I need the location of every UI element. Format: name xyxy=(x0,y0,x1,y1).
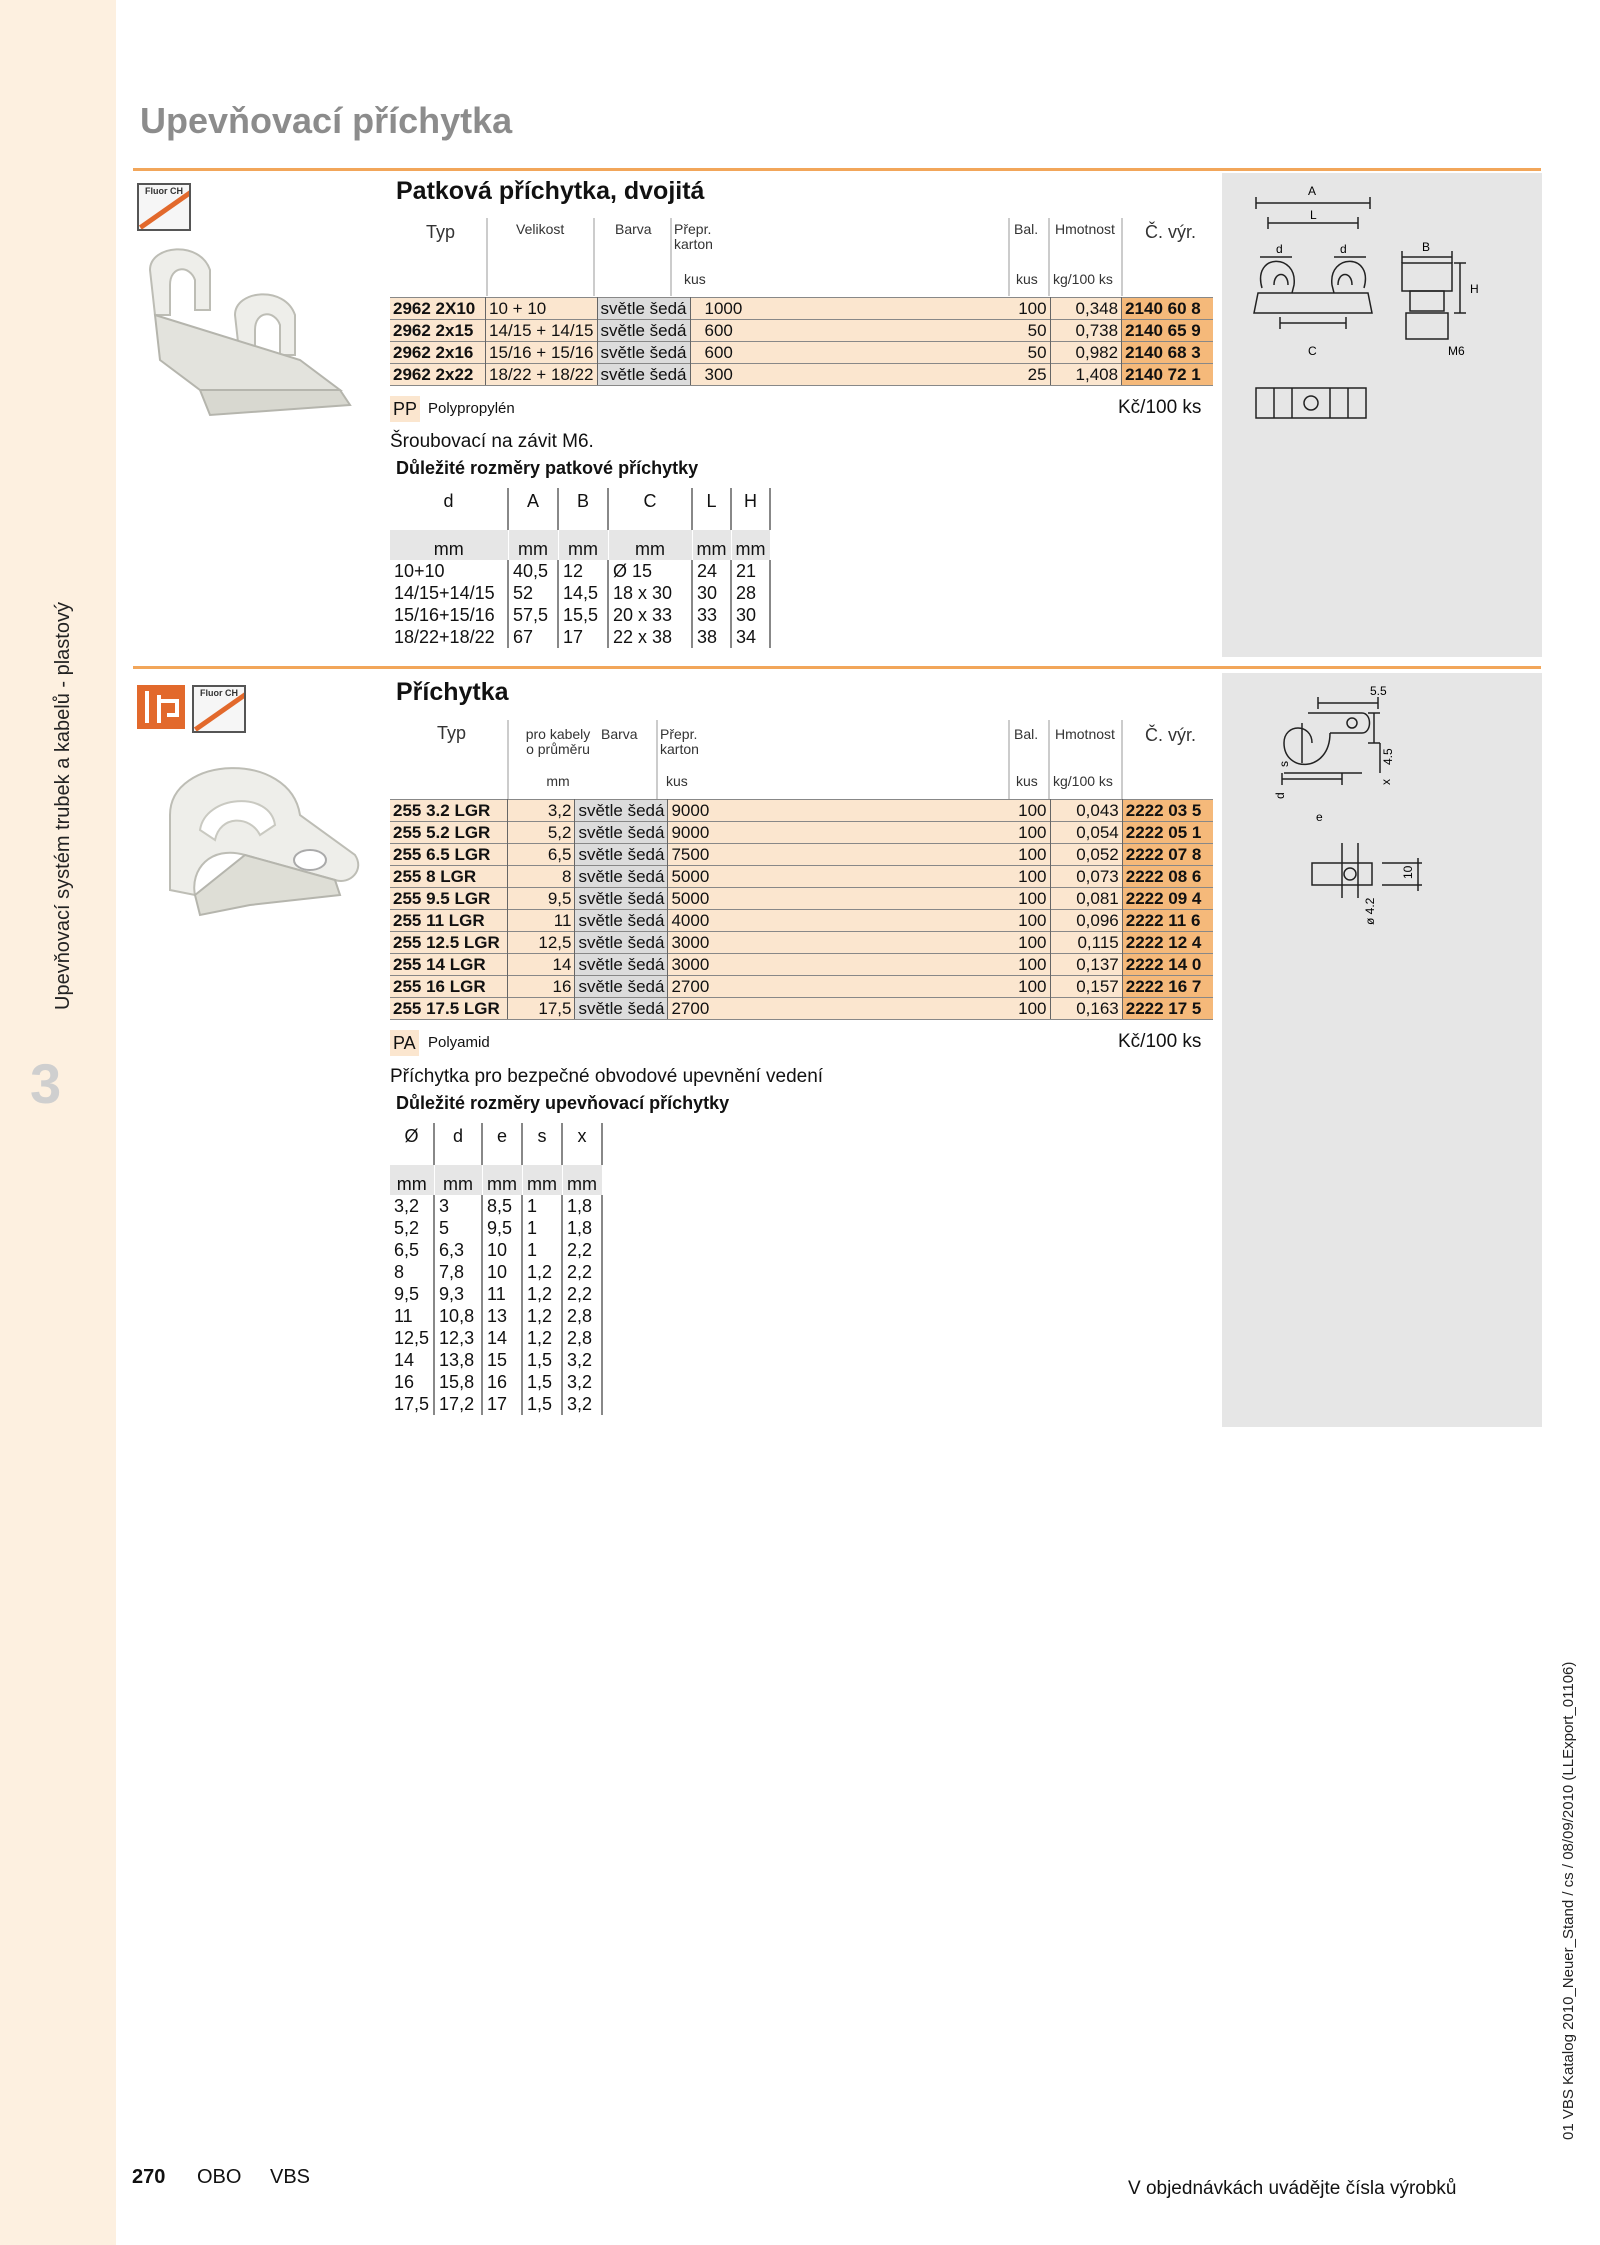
dim-cell: 8,5 xyxy=(482,1195,522,1217)
dim-cell: 2,2 xyxy=(562,1283,602,1305)
cable-clip-image xyxy=(150,745,370,965)
drawing-label-4.5: 4.5 xyxy=(1381,748,1395,765)
drawing-label-s: s xyxy=(1277,761,1291,767)
cell-size: 14/15 + 14/15 xyxy=(486,320,597,342)
s1-header-order: Č. výr. xyxy=(1145,222,1197,242)
dim-cell: 30 xyxy=(731,604,770,626)
cell-weight: 0,982 xyxy=(1050,342,1122,364)
cell-type: 2962 2X10 xyxy=(390,298,486,320)
s1-header-box-unit: kus xyxy=(684,271,706,287)
dim-unit: mm xyxy=(390,1165,434,1195)
dim-cell: 2,8 xyxy=(562,1327,602,1349)
dim-cell: 5 xyxy=(434,1217,482,1239)
dim-cell: 67 xyxy=(508,626,558,648)
halogen-free-logo: Fluor CH xyxy=(137,183,191,231)
cell-weight: 0,096 xyxy=(1050,910,1122,932)
cell-type: 255 3.2 LGR xyxy=(390,800,508,822)
table-row xyxy=(390,320,1213,342)
dim-cell: 24 xyxy=(692,560,731,582)
dim-row xyxy=(390,1371,602,1393)
dim-cell: 12 xyxy=(558,560,608,582)
dim-cell: 8 xyxy=(390,1261,434,1283)
cell-box: 9000 xyxy=(668,822,1010,844)
cell-box: 9000 xyxy=(668,800,1010,822)
s1-note: Šroubovací na závit M6. xyxy=(390,431,594,452)
dim-cell: 40,5 xyxy=(508,560,558,582)
page-title: Upevňovací příchytka xyxy=(140,100,513,141)
s2-price-unit: Kč/100 ks xyxy=(1118,1031,1202,1052)
s2-header-weight: Hmotnost xyxy=(1055,726,1115,742)
cell-size: 10 + 10 xyxy=(486,298,597,320)
dim-row xyxy=(390,626,770,648)
dim-cell: 15/16+15/16 xyxy=(390,604,508,626)
s2-dim-title: Důležité rozměry upevňovací příchytky xyxy=(396,1093,730,1113)
cell-type: 2962 2x16 xyxy=(390,342,486,364)
dim-header: x xyxy=(562,1123,602,1165)
cell-color: světle šedá xyxy=(597,320,690,342)
s1-header-type: Typ xyxy=(426,222,456,242)
cell-color: světle šedá xyxy=(575,800,668,822)
s1-header-size: Velikost xyxy=(516,221,565,237)
cell-color: světle šedá xyxy=(597,364,690,386)
dim-row xyxy=(390,1283,602,1305)
table-row xyxy=(390,342,1213,364)
cell-size: 12,5 xyxy=(508,932,575,954)
cell-color: světle šedá xyxy=(597,298,690,320)
dim-header: Ø xyxy=(390,1123,434,1165)
drawing-label-B: B xyxy=(1422,240,1431,254)
table-row xyxy=(390,932,1213,954)
cell-type: 255 8 LGR xyxy=(390,866,508,888)
table-row xyxy=(390,844,1213,866)
cell-order: 2222 16 7 xyxy=(1122,976,1213,998)
section1-rule xyxy=(133,168,1541,171)
dim-cell: 1,5 xyxy=(522,1371,562,1393)
dim-cell: 5,2 xyxy=(390,1217,434,1239)
section2-dimension-table xyxy=(390,1123,603,1415)
cell-type: 255 9.5 LGR xyxy=(390,888,508,910)
dim-cell: 10+10 xyxy=(390,560,508,582)
dim-row xyxy=(390,1349,602,1371)
dim-cell: 21 xyxy=(731,560,770,582)
cell-color: světle šedá xyxy=(575,976,668,998)
cell-size: 16 xyxy=(508,976,575,998)
dim-cell: 3,2 xyxy=(562,1393,602,1415)
table-row xyxy=(390,364,1213,386)
dim-cell: 10 xyxy=(482,1239,522,1261)
section2-rule xyxy=(133,666,1541,669)
dim-cell: 14 xyxy=(482,1327,522,1349)
dim-header: A xyxy=(508,488,558,530)
cell-pack: 50 xyxy=(1010,320,1050,342)
dim-cell: 14,5 xyxy=(558,582,608,604)
cell-color: světle šedá xyxy=(575,932,668,954)
cell-box: 5000 xyxy=(668,888,1010,910)
cell-pack: 100 xyxy=(1010,932,1050,954)
dim-row xyxy=(390,1239,602,1261)
cell-pack: 100 xyxy=(1010,800,1050,822)
s2-header-order: Č. výr. xyxy=(1145,725,1197,745)
dim-cell: 15,8 xyxy=(434,1371,482,1393)
drawing-label-x: x xyxy=(1379,779,1393,785)
s2-header-box: Přepr. karton xyxy=(660,726,699,757)
cell-box: 600 xyxy=(690,320,1010,342)
cell-box: 7500 xyxy=(668,844,1010,866)
dim-unit: mm xyxy=(434,1165,482,1195)
drawing-label-d2: d xyxy=(1340,242,1347,256)
cell-box: 2700 xyxy=(668,976,1010,998)
s1-header-box: Přepr. karton xyxy=(674,221,713,252)
dim-header: d xyxy=(434,1123,482,1165)
s1-header-pack-unit: kus xyxy=(1016,271,1038,287)
dim-cell: 11 xyxy=(390,1305,434,1327)
cell-order: 2140 72 1 xyxy=(1122,364,1213,386)
s1-header-dividers xyxy=(390,218,1210,296)
cell-size: 9,5 xyxy=(508,888,575,910)
dim-unit: mm xyxy=(608,530,692,560)
cell-pack: 25 xyxy=(1010,364,1050,386)
dim-cell: 9,5 xyxy=(390,1283,434,1305)
cell-pack: 100 xyxy=(1010,844,1050,866)
page-number: 270 xyxy=(132,2166,166,2188)
cell-weight: 0,081 xyxy=(1050,888,1122,910)
dim-cell: 57,5 xyxy=(508,604,558,626)
table-row xyxy=(390,298,1213,320)
cell-pack: 100 xyxy=(1010,998,1050,1020)
dim-unit: mm xyxy=(562,1165,602,1195)
cell-color: světle šedá xyxy=(575,866,668,888)
order-note: V objednávkách uvádějte čísla výrobků xyxy=(1128,2178,1457,2199)
dim-cell: 10 xyxy=(482,1261,522,1283)
cell-size: 3,2 xyxy=(508,800,575,822)
cell-order: 2222 05 1 xyxy=(1122,822,1213,844)
table-row xyxy=(390,822,1213,844)
table-row xyxy=(390,888,1213,910)
cell-color: světle šedá xyxy=(575,998,668,1020)
dim-cell: 13 xyxy=(482,1305,522,1327)
section1-dimension-table xyxy=(390,488,771,648)
dim-cell: 10,8 xyxy=(434,1305,482,1327)
drawing-label-4.2: ø 4.2 xyxy=(1363,897,1377,925)
cell-color: světle šedá xyxy=(575,844,668,866)
table-row xyxy=(390,866,1213,888)
cell-order: 2140 60 8 xyxy=(1122,298,1213,320)
cable-clip-technical-drawing xyxy=(1222,673,1542,933)
cell-weight: 0,115 xyxy=(1050,932,1122,954)
footer-brand-obo: OBO xyxy=(197,2166,242,2188)
s1-dim-title: Důležité rozměry patkové příchytky xyxy=(396,458,699,478)
dim-row xyxy=(390,1393,602,1415)
dim-row xyxy=(390,560,770,582)
dim-cell: 17 xyxy=(558,626,608,648)
cell-order: 2140 65 9 xyxy=(1122,320,1213,342)
cell-color: světle šedá xyxy=(575,910,668,932)
s2-header-dividers xyxy=(390,720,1210,800)
section2-product-table xyxy=(390,799,1213,1020)
cell-size: 14 xyxy=(508,954,575,976)
cell-order: 2222 11 6 xyxy=(1122,910,1213,932)
dim-cell: 9,3 xyxy=(434,1283,482,1305)
footer-brand-vbs: VBS xyxy=(270,2166,311,2188)
cell-pack: 100 xyxy=(1010,298,1050,320)
cell-color: světle šedá xyxy=(575,954,668,976)
cell-pack: 100 xyxy=(1010,866,1050,888)
dim-cell: 2,2 xyxy=(562,1261,602,1283)
dim-cell: 7,8 xyxy=(434,1261,482,1283)
dim-row xyxy=(390,604,770,626)
s2-header-pack: Bal. xyxy=(1014,726,1039,742)
dim-cell: 1,2 xyxy=(522,1261,562,1283)
dim-cell: 18 x 30 xyxy=(608,582,692,604)
dim-cell: 33 xyxy=(692,604,731,626)
cell-pack: 100 xyxy=(1010,822,1050,844)
dim-cell: 18/22+18/22 xyxy=(390,626,508,648)
dim-cell: 1 xyxy=(522,1195,562,1217)
cell-type: 255 11 LGR xyxy=(390,910,508,932)
cell-color: světle šedá xyxy=(575,822,668,844)
dim-cell: 22 x 38 xyxy=(608,626,692,648)
dim-unit: mm xyxy=(558,530,608,560)
cell-weight: 0,163 xyxy=(1050,998,1122,1020)
dim-cell: 1,5 xyxy=(522,1349,562,1371)
cell-order: 2222 17 5 xyxy=(1122,998,1213,1020)
dim-cell: 1,2 xyxy=(522,1305,562,1327)
table-row xyxy=(390,998,1213,1020)
table-row xyxy=(390,910,1213,932)
s1-price-unit: Kč/100 ks xyxy=(1118,397,1202,418)
dim-cell: 17,5 xyxy=(390,1393,434,1415)
cell-type: 255 6.5 LGR xyxy=(390,844,508,866)
dim-cell: 3,2 xyxy=(390,1195,434,1217)
dim-cell: 16 xyxy=(482,1371,522,1393)
cell-order: 2222 12 4 xyxy=(1122,932,1213,954)
dim-cell: 52 xyxy=(508,582,558,604)
dim-cell: 12,5 xyxy=(390,1327,434,1349)
dim-cell: 12,3 xyxy=(434,1327,482,1349)
dim-row xyxy=(390,1261,602,1283)
dim-header: H xyxy=(731,488,770,530)
dim-row xyxy=(390,1305,602,1327)
dim-cell: 6,3 xyxy=(434,1239,482,1261)
s2-header-size: pro kabely o průměru xyxy=(525,726,591,757)
s1-header-weight-unit: kg/100 ks xyxy=(1053,271,1113,287)
dim-cell: 30 xyxy=(692,582,731,604)
cell-order: 2222 14 0 xyxy=(1122,954,1213,976)
cell-size: 6,5 xyxy=(508,844,575,866)
dim-cell: 1,8 xyxy=(562,1195,602,1217)
dim-cell: 1,2 xyxy=(522,1283,562,1305)
dim-header: e xyxy=(482,1123,522,1165)
cell-size: 15/16 + 15/16 xyxy=(486,342,597,364)
dim-unit: mm xyxy=(482,1165,522,1195)
table-row xyxy=(390,976,1213,998)
sidebar-label: Upevňovací systém trubek a kabelů - plastový xyxy=(52,602,74,1010)
cell-box: 3000 xyxy=(668,932,1010,954)
cell-weight: 0,137 xyxy=(1050,954,1122,976)
cell-order: 2222 09 4 xyxy=(1122,888,1213,910)
cell-pack: 100 xyxy=(1010,910,1050,932)
dim-cell: 3,2 xyxy=(562,1349,602,1371)
s1-header-pack: Bal. xyxy=(1014,221,1039,237)
double-clip-technical-drawing xyxy=(1222,173,1542,453)
cell-pack: 100 xyxy=(1010,954,1050,976)
dim-cell: 2,2 xyxy=(562,1239,602,1261)
dim-unit: mm xyxy=(390,530,508,560)
cell-type: 2962 2x22 xyxy=(390,364,486,386)
cell-weight: 0,054 xyxy=(1050,822,1122,844)
dim-cell: 28 xyxy=(731,582,770,604)
dim-cell: 1,5 xyxy=(522,1393,562,1415)
s2-note: Příchytka pro bezpečné obvodové upevnění vedení xyxy=(390,1066,824,1087)
cell-box: 600 xyxy=(690,342,1010,364)
cell-weight: 0,043 xyxy=(1050,800,1122,822)
cell-weight: 1,408 xyxy=(1050,364,1122,386)
drawing-label-C: C xyxy=(1308,344,1317,358)
cell-weight: 0,073 xyxy=(1050,866,1122,888)
cell-order: 2222 03 5 xyxy=(1122,800,1213,822)
dim-unit: mm xyxy=(522,1165,562,1195)
s2-header-pack-unit: kus xyxy=(1016,773,1038,789)
dim-cell: 3,2 xyxy=(562,1371,602,1393)
cell-type: 255 5.2 LGR xyxy=(390,822,508,844)
section1-product-table xyxy=(390,297,1213,386)
dim-header: C xyxy=(608,488,692,530)
cell-box: 2700 xyxy=(668,998,1010,1020)
drawing-label-M6: M6 xyxy=(1448,344,1465,358)
cell-size: 8 xyxy=(508,866,575,888)
s2-header-size-unit: mm xyxy=(546,773,570,789)
cell-type: 255 17.5 LGR xyxy=(390,998,508,1020)
s2-header-type: Typ xyxy=(437,723,467,743)
s2-header-box-unit: kus xyxy=(666,773,688,789)
cell-box: 5000 xyxy=(668,866,1010,888)
table-row xyxy=(390,800,1213,822)
dim-cell: 17,2 xyxy=(434,1393,482,1415)
s1-header-color: Barva xyxy=(615,221,652,237)
cell-box: 3000 xyxy=(668,954,1010,976)
cell-type: 255 14 LGR xyxy=(390,954,508,976)
cell-size: 11 xyxy=(508,910,575,932)
dim-header: L xyxy=(692,488,731,530)
s2-header-color: Barva xyxy=(601,726,638,742)
dim-cell: 1 xyxy=(522,1239,562,1261)
table-row xyxy=(390,954,1213,976)
s2-material-code: PA xyxy=(390,1030,419,1056)
dim-cell: 9,5 xyxy=(482,1217,522,1239)
dim-row xyxy=(390,1217,602,1239)
halogen-free-logo-2: Fluor CH xyxy=(192,685,246,733)
cell-size: 17,5 xyxy=(508,998,575,1020)
cell-pack: 100 xyxy=(1010,888,1050,910)
dim-cell: 17 xyxy=(482,1393,522,1415)
drawing-label-A: A xyxy=(1308,184,1317,198)
catalog-info: 01 VBS Katalog 2010_Neuer_Stand / cs / 08/09/2010 (LLExport_01106) xyxy=(1560,1661,1577,2140)
sidebar xyxy=(0,0,116,2245)
cell-box: 4000 xyxy=(668,910,1010,932)
drawing-label-d: d xyxy=(1273,792,1287,799)
cell-weight: 0,052 xyxy=(1050,844,1122,866)
dim-header: s xyxy=(522,1123,562,1165)
dim-cell: 3 xyxy=(434,1195,482,1217)
dim-row xyxy=(390,582,770,604)
cell-size: 18/22 + 18/22 xyxy=(486,364,597,386)
dim-cell: 1,8 xyxy=(562,1217,602,1239)
s1-material-code: PP xyxy=(390,396,420,422)
dim-cell: 14 xyxy=(390,1349,434,1371)
dim-cell: 15,5 xyxy=(558,604,608,626)
dim-cell: 34 xyxy=(731,626,770,648)
cell-pack: 50 xyxy=(1010,342,1050,364)
cell-pack: 100 xyxy=(1010,976,1050,998)
dim-cell: 6,5 xyxy=(390,1239,434,1261)
installation-logo xyxy=(137,685,185,729)
chapter-number: 3 xyxy=(30,1052,62,1115)
s2-material-name: Polyamid xyxy=(428,1034,490,1051)
cell-order: 2222 07 8 xyxy=(1122,844,1213,866)
dim-row xyxy=(390,1195,602,1217)
dim-unit: mm xyxy=(692,530,731,560)
cell-weight: 0,157 xyxy=(1050,976,1122,998)
dim-cell: 16 xyxy=(390,1371,434,1393)
dim-cell: 15 xyxy=(482,1349,522,1371)
cell-type: 2962 2x15 xyxy=(390,320,486,342)
dim-cell: 20 x 33 xyxy=(608,604,692,626)
cell-weight: 0,348 xyxy=(1050,298,1122,320)
drawing-label-H: H xyxy=(1470,282,1479,296)
dim-cell: 13,8 xyxy=(434,1349,482,1371)
cell-order: 2140 68 3 xyxy=(1122,342,1213,364)
drawing-label-5.5: 5.5 xyxy=(1370,684,1387,698)
cell-size: 5,2 xyxy=(508,822,575,844)
dim-unit: mm xyxy=(731,530,770,560)
s2-header-weight-unit: kg/100 ks xyxy=(1053,773,1113,789)
dim-cell: 1,2 xyxy=(522,1327,562,1349)
dim-header: d xyxy=(390,488,508,530)
dim-cell: 2,8 xyxy=(562,1305,602,1327)
dim-unit: mm xyxy=(508,530,558,560)
drawing-label-L: L xyxy=(1310,208,1317,222)
dim-row xyxy=(390,1327,602,1349)
cell-box: 1000 xyxy=(690,298,1010,320)
cell-type: 255 12.5 LGR xyxy=(390,932,508,954)
section1-title: Patková příchytka, dvojitá xyxy=(396,177,705,205)
drawing-label-10: 10 xyxy=(1401,865,1415,879)
dim-cell: 14/15+14/15 xyxy=(390,582,508,604)
cell-type: 255 16 LGR xyxy=(390,976,508,998)
cell-box: 300 xyxy=(690,364,1010,386)
dim-cell: 11 xyxy=(482,1283,522,1305)
s1-material-name: Polypropylén xyxy=(428,400,515,417)
cell-weight: 0,738 xyxy=(1050,320,1122,342)
dim-cell: Ø 15 xyxy=(608,560,692,582)
s1-header-weight: Hmotnost xyxy=(1055,221,1115,237)
dim-header: B xyxy=(558,488,608,530)
section2-title: Příchytka xyxy=(396,678,509,706)
cell-color: světle šedá xyxy=(575,888,668,910)
dim-cell: 38 xyxy=(692,626,731,648)
cell-order: 2222 08 6 xyxy=(1122,866,1213,888)
cell-color: světle šedá xyxy=(597,342,690,364)
drawing-label-d1: d xyxy=(1276,242,1283,256)
dim-cell: 1 xyxy=(522,1217,562,1239)
drawing-label-e: e xyxy=(1316,810,1323,824)
double-clip-image xyxy=(140,240,380,430)
